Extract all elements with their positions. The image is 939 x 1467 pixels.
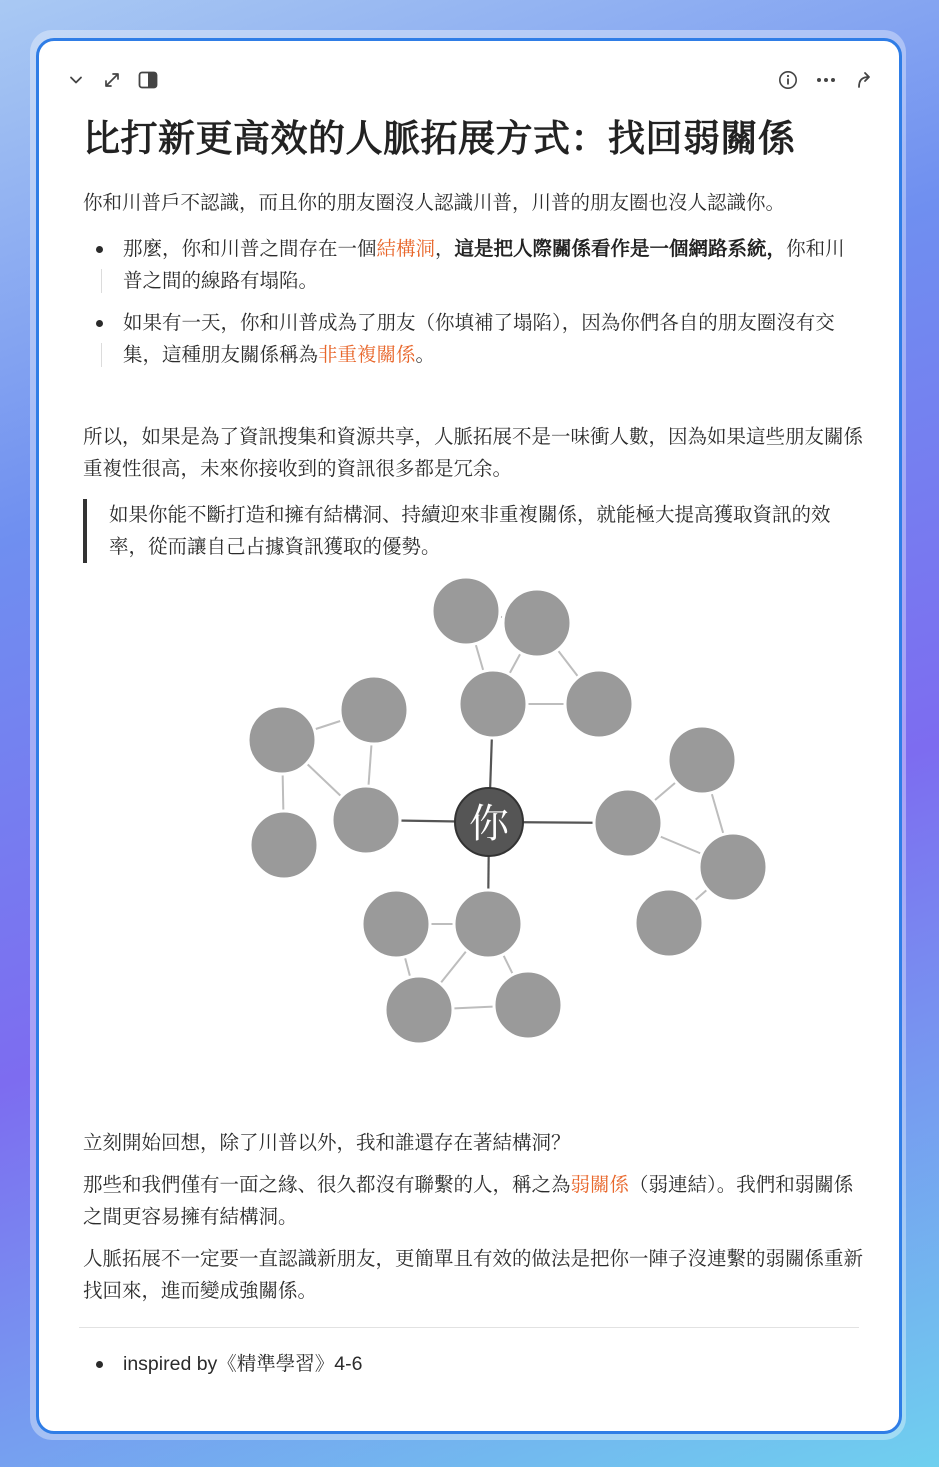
graph-node	[635, 889, 703, 957]
footer-list	[83, 1348, 863, 1380]
list-item	[83, 233, 863, 297]
sidebar-panel-icon[interactable]	[137, 69, 159, 91]
para3-tail: （弱連結）。我們和弱關係之間更容易擁有結構洞。	[83, 1174, 854, 1228]
page-title: 比打新更高效的人脈拓展方式：找回弱關係	[83, 118, 796, 159]
network-diagram-svg	[83, 577, 863, 1077]
chevron-down-icon[interactable]	[65, 69, 87, 91]
bullet2-tail: 。	[415, 344, 436, 366]
paragraph-4: 人脈拓展不一定要一直認識新朋友，更簡單且有效的做法是把你一陣子沒連繫的弱關係重新找回來，進而變成強關係。	[83, 1248, 864, 1302]
intro-paragraph: 你和川普戶不認識，而且你的朋友圈沒人認識川普，川普的朋友圈也沒人認識你。	[83, 192, 786, 214]
source-reference: inspired by《精準學習》4-6	[123, 1353, 363, 1375]
graph-node	[362, 890, 430, 958]
graph-node	[668, 726, 736, 794]
bullet1-text: 那麼，你和川普之間存在一個	[123, 238, 377, 260]
network-diagram	[83, 577, 863, 1077]
indent-guide	[101, 343, 102, 367]
graph-node	[494, 971, 562, 1039]
non-redundant-tie-link[interactable]: 非重複關係	[318, 344, 416, 366]
bullet-dot	[96, 246, 103, 253]
note-window	[36, 38, 902, 1434]
graph-node	[699, 833, 767, 901]
graph-node	[432, 577, 500, 645]
bullet1-bold-text: 這是把人際關係看作是一個網路系統，	[454, 238, 787, 260]
center-node-label: 你	[469, 801, 509, 847]
graph-node	[332, 786, 400, 854]
quote-text: 如果你能不斷打造和擁有結構洞、持續迎來非重複關係，就能極大提高獲取資訊的效率，從而讓自己占據資訊獲取的優勢。	[109, 504, 831, 558]
share-arrow-icon[interactable]	[853, 69, 875, 91]
bullet1-separator: ，	[435, 238, 455, 260]
weak-tie-link[interactable]: 弱關係	[570, 1174, 630, 1196]
graph-node	[459, 670, 527, 738]
paragraph-3	[83, 1169, 863, 1233]
divider	[79, 1327, 859, 1328]
bullet-dot	[96, 320, 103, 327]
indent-guide	[101, 269, 102, 293]
graph-node	[594, 789, 662, 857]
article-body	[83, 113, 863, 1390]
graph-node	[248, 706, 316, 774]
para3-text: 那些和我們僅有一面之緣、很久都沒有聯繫的人，稱之為	[83, 1174, 571, 1196]
paragraph-2: 立刻開始回想，除了川普以外，我和誰還存在著結構洞？	[83, 1132, 571, 1154]
structural-hole-link[interactable]: 結構洞	[376, 238, 436, 260]
graph-node	[503, 589, 571, 657]
graph-node	[565, 670, 633, 738]
list-item	[83, 307, 863, 371]
graph-node	[454, 890, 522, 958]
window-toolbar	[39, 41, 899, 113]
graph-node	[250, 811, 318, 879]
bullet2-text: 如果有一天，你和川普成為了朋友（你填補了塌陷），因為你們各自的朋友圈沒有交集，這種朋友關係稱為	[123, 312, 835, 366]
paragraph-1: 所以，如果是為了資訊搜集和資源共享，人脈拓展不是一味衝人數，因為如果這些朋友關係重複性很高，未來你接收到的資訊很多都是冗余。	[83, 426, 864, 480]
bullet1-tail: 你和川普之間的線路有塌陷。	[123, 238, 845, 292]
graph-node	[340, 676, 408, 744]
info-icon[interactable]	[777, 69, 799, 91]
more-icon[interactable]	[815, 69, 837, 91]
graph-node	[385, 976, 453, 1044]
expand-icon[interactable]	[101, 69, 123, 91]
blockquote	[83, 499, 863, 563]
bullet-list	[83, 233, 863, 371]
bullet-dot	[96, 1361, 103, 1368]
list-item	[83, 1348, 863, 1380]
